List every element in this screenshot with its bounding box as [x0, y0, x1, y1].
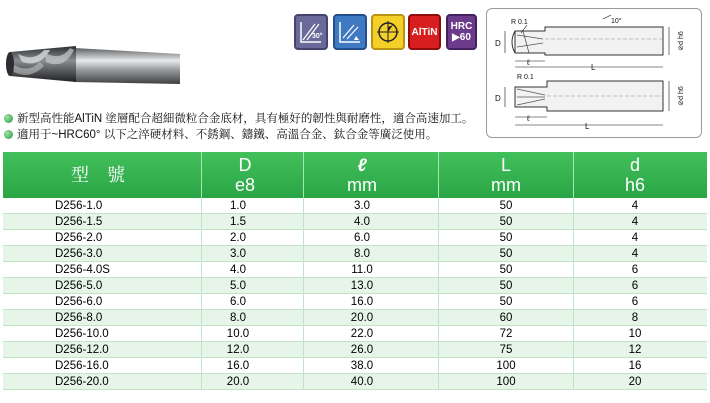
l-label-bottom: ℓ: [527, 114, 530, 123]
l-cell: 4.0: [354, 216, 370, 228]
hrc-label: HRC: [450, 21, 473, 32]
length-cell: 50: [499, 296, 513, 308]
table-row: [3, 278, 707, 294]
d-cell: 12.0: [226, 344, 250, 356]
length-cell: 72: [499, 328, 513, 340]
length-cell: 50: [499, 248, 513, 260]
model-cell: D256-4.0S: [55, 264, 110, 276]
d-cell: 3.0: [230, 248, 246, 260]
d-cell: 1.5: [230, 216, 246, 228]
hrc-value: ▶60: [452, 32, 471, 43]
header-model: 型 號: [71, 165, 125, 185]
l-cell: 26.0: [350, 344, 374, 356]
model-cell: D256-16.0: [55, 360, 109, 372]
d-cell: 2.0: [230, 232, 246, 244]
table-row: [3, 342, 707, 358]
d-cell: 4.0: [230, 264, 246, 276]
header-big-l: L mm: [491, 155, 521, 195]
d-cell: 1.0: [230, 200, 246, 212]
angle-label: 10°: [611, 18, 622, 25]
shank-cell: 12: [628, 344, 642, 356]
table-row: [3, 214, 707, 230]
model-cell: D256-1.5: [55, 216, 103, 228]
shank-cell: 16: [628, 360, 642, 372]
d-cell: 8.0: [230, 312, 246, 324]
d-cell: 16.0: [226, 360, 250, 372]
table-row: [3, 246, 707, 262]
model-cell: D256-8.0: [55, 312, 103, 324]
r-label-bottom: R 0.1: [517, 74, 534, 81]
table-row: [3, 326, 707, 342]
shank-cell: 4: [631, 216, 639, 228]
description-line-2: 適用于~HRC60° 以下之淬硬材料、不銹鋼、鑄鐵、高溫合金、鈦合金等廣泛使用。: [4, 126, 437, 142]
svg-text:30°: 30°: [312, 33, 323, 40]
big-l-label-top: L: [591, 63, 596, 72]
bullet-icon: [4, 114, 13, 123]
header-l: ℓ mm: [347, 155, 377, 195]
shank-cell: 20: [628, 376, 642, 388]
helix-angle-badge: [294, 14, 328, 50]
square-end-drawing: [495, 74, 685, 131]
l-cell: 38.0: [350, 360, 374, 372]
table-row: [3, 374, 707, 390]
shank-cell: 10: [628, 328, 642, 340]
dh6-label-top: ⊘d h6: [678, 31, 685, 51]
length-cell: 60: [499, 312, 513, 324]
table-body: [3, 198, 707, 390]
length-cell: 100: [496, 360, 516, 372]
l-cell: 3.0: [354, 200, 370, 212]
cutting-edge-icon: [336, 18, 364, 46]
length-cell: 75: [499, 344, 513, 356]
ball-nose-drawing: [495, 15, 685, 72]
r-label-top: R 0.1: [511, 19, 528, 26]
d-cell: 20.0: [226, 376, 250, 388]
table-row: [3, 262, 707, 278]
d-cell: 5.0: [230, 280, 246, 292]
l-cell: 20.0: [350, 312, 374, 324]
d-cell: 10.0: [226, 328, 250, 340]
length-cell: 50: [499, 216, 513, 228]
model-cell: D256-3.0: [55, 248, 103, 260]
dimension-drawings: [487, 9, 701, 137]
length-cell: 50: [499, 232, 513, 244]
d-label-top: D: [495, 39, 501, 48]
l-cell: 16.0: [350, 296, 374, 308]
length-cell: 50: [499, 200, 513, 212]
header-shank-d: d h6: [624, 155, 646, 195]
end-mill-photo: [4, 32, 184, 94]
coating-label: AlTiN: [411, 26, 438, 38]
header-d: D e8: [234, 155, 256, 195]
l-label-top: ℓ: [527, 58, 530, 67]
shank-cell: 4: [631, 232, 639, 244]
flute-icon-badge: [333, 14, 367, 50]
shank-cell: 8: [631, 312, 639, 324]
dh6-label-bottom: ⊘d h6: [678, 86, 685, 106]
model-cell: D256-12.0: [55, 344, 109, 356]
altin-coating-badge: [408, 14, 441, 50]
table-row: [3, 358, 707, 374]
hrc-hardness-badge: [446, 14, 477, 50]
model-cell: D256-1.0: [55, 200, 103, 212]
center-cutting-badge: [371, 14, 405, 50]
bullet-icon: [4, 130, 13, 139]
shank-cell: 6: [631, 264, 639, 276]
model-cell: D256-2.0: [55, 232, 103, 244]
technical-drawing-panel: [486, 8, 702, 138]
helix-icon: [297, 18, 325, 46]
description-line-1: 新型高性能AlTiN 塗層配合超細微粒合金底材，具有極好的韌性與耐磨性，適合高速加工。: [4, 110, 473, 126]
model-cell: D256-20.0: [55, 376, 109, 388]
table-header: [3, 152, 707, 198]
length-cell: 50: [499, 264, 513, 276]
shank-cell: 4: [631, 200, 639, 212]
model-cell: D256-10.0: [55, 328, 109, 340]
model-cell: D256-5.0: [55, 280, 103, 292]
l-cell: 11.0: [351, 264, 373, 276]
d-cell: 6.0: [230, 296, 246, 308]
length-cell: 50: [499, 280, 513, 292]
l-cell: 6.0: [354, 232, 370, 244]
table-row: [3, 230, 707, 246]
table-row: [3, 198, 707, 214]
table-row: [3, 310, 707, 326]
big-l-label-bottom: L: [585, 122, 590, 131]
length-cell: 100: [496, 376, 516, 388]
shank-cell: 6: [631, 296, 639, 308]
spec-table: [3, 152, 707, 390]
model-cell: D256-6.0: [55, 296, 103, 308]
table-row: [3, 294, 707, 310]
l-cell: 22.0: [350, 328, 374, 340]
shank-cell: 6: [631, 280, 639, 292]
center-cut-icon: [374, 18, 402, 46]
l-cell: 40.0: [350, 376, 374, 388]
d-label-bottom: D: [495, 94, 501, 103]
l-cell: 13.0: [350, 280, 374, 292]
l-cell: 8.0: [354, 248, 370, 260]
shank-cell: 4: [631, 248, 639, 260]
